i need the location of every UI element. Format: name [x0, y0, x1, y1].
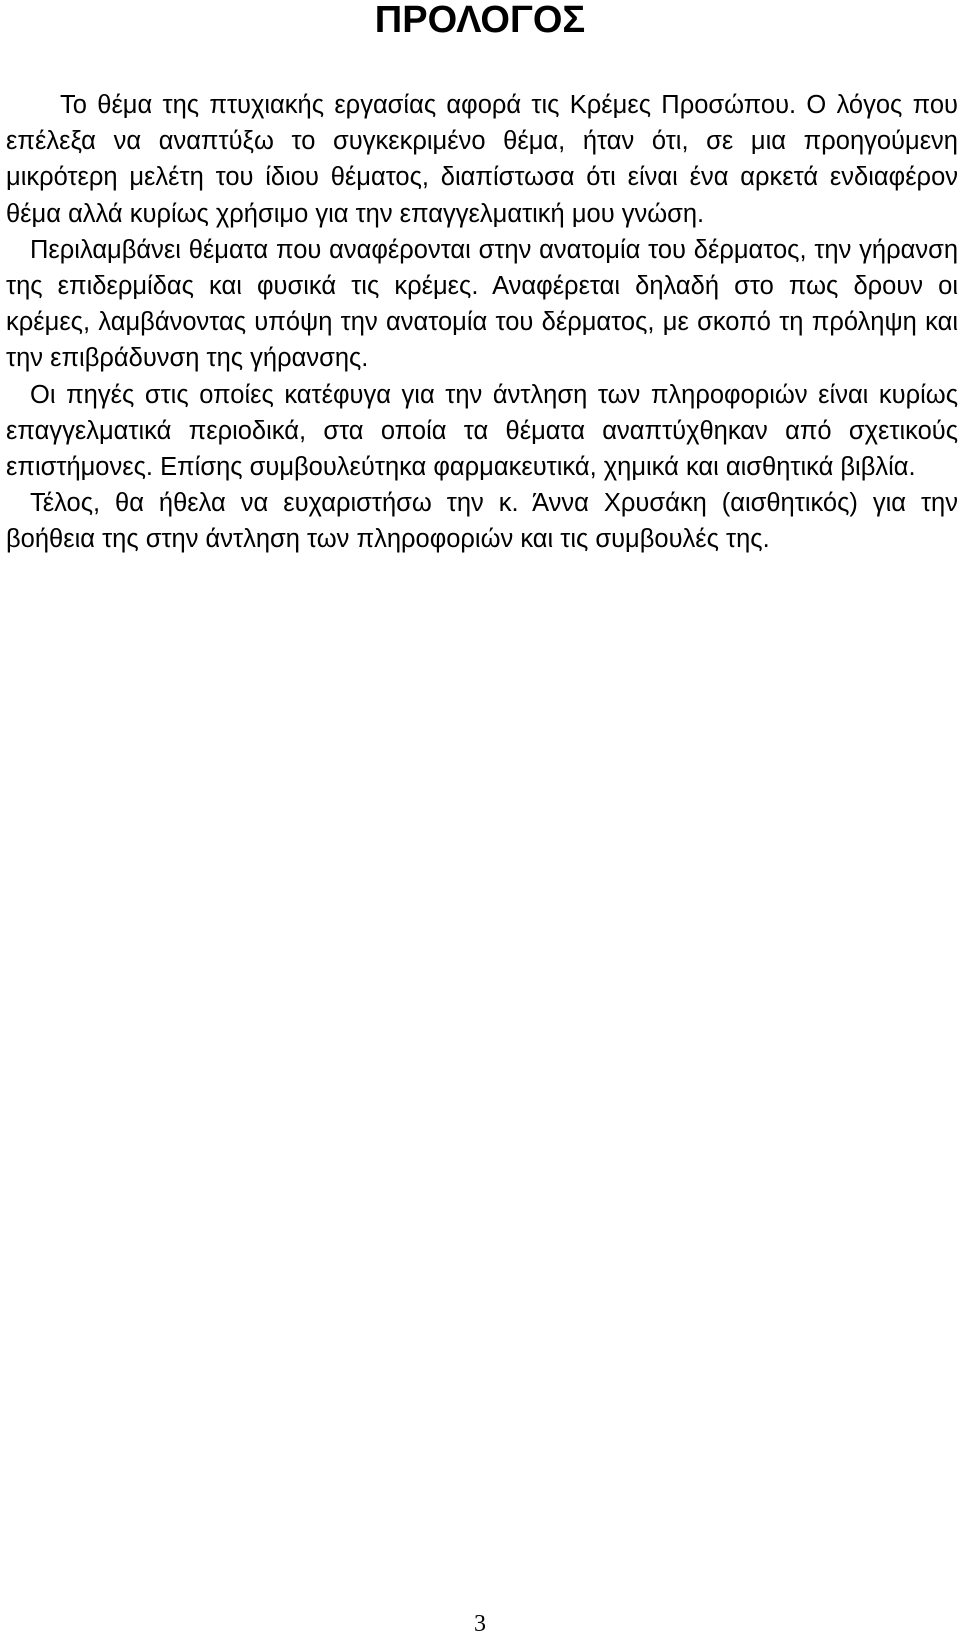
- paragraph-acknowledgements: Τέλος, θα ήθελα να ευχαριστήσω την κ. Άννα Χρυσάκη (αισθητικός) για την βοήθεια της στην άντληση των πληροφοριών και τις συμβουλές της.: [6, 489, 958, 554]
- paragraph-contents: Περιλαμβάνει θέματα που αναφέρονται στην ανατομία του δέρματος, την γήρανση της επιδερμίδας και φυσικά τις κρέμες. Αναφέρεται δηλαδή στο πως δρουν οι κρέμες, λαμβάνοντας υπόψη την ανατομία του δέρματος, με σκοπό τη πρόληψη και την επιβράδυνση της γήρανσης.: [6, 235, 958, 373]
- page-number: 3: [474, 1611, 486, 1637]
- paragraph-topic: Το θέμα της πτυχιακής εργασίας αφορά τις Κρέμες Προσώπου. Ο λόγος που επέλεξα να αναπτύξω το συγκεκριμένο θέμα, ήταν ότι, σε μια προηγούμενη μικρότερη μελέτη του ίδιου θέματος, διαπίστωσα ότι είναι ένα αρκετά ενδιαφέρον θέμα αλλά κυρίως χρήσιμο για την επαγγελματική μου γνώση.: [6, 91, 958, 228]
- paragraph-sources: Οι πηγές στις οποίες κατέφυγα για την άντληση των πληροφοριών είναι κυρίως επαγγελματικά περιοδικά, στα οποία τα θέματα αναπτύχθηκαν από σχετικούς επιστήμονες. Επίσης συμβουλεύτηκα φαρμακευτικά, χημικά και αισθητικά βιβλία.: [6, 380, 958, 482]
- page-title: ΠΡΟΛΟΓΟΣ: [374, 0, 586, 41]
- preface-body: [6, 87, 958, 558]
